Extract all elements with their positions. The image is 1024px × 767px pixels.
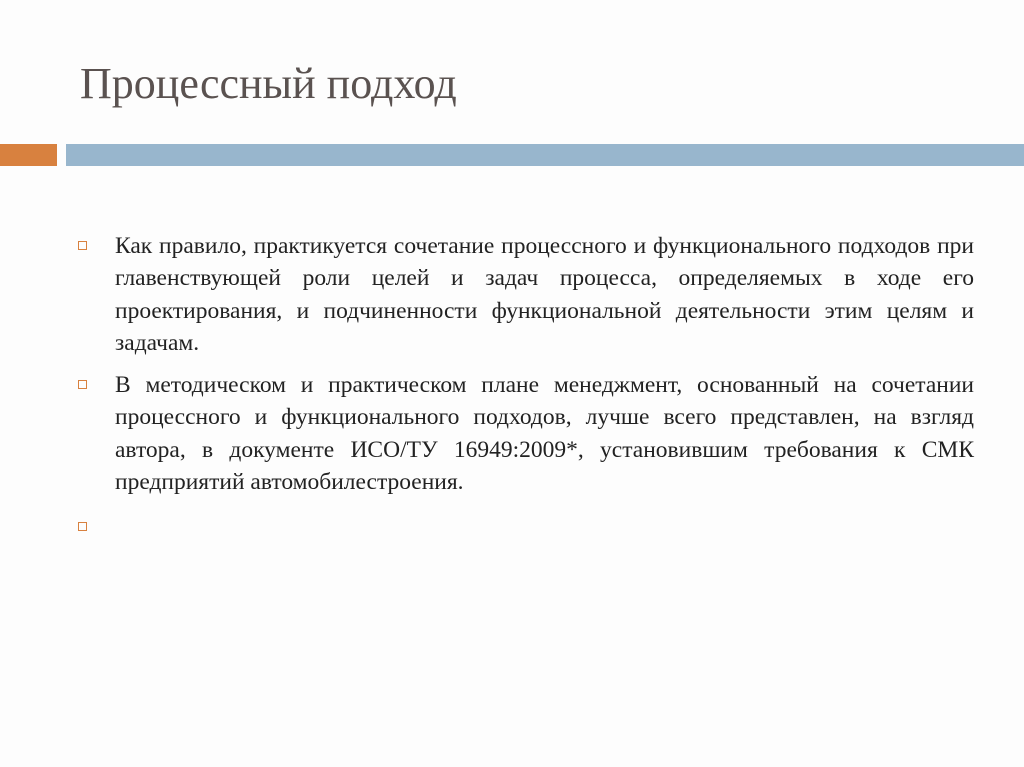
bullet-item: [78, 369, 974, 498]
bullet-item: [78, 230, 974, 359]
square-bullet-icon: [78, 241, 87, 250]
bullet-item-empty: [78, 511, 974, 543]
bullet-text: В методическом и практическом плане менеджмент, основанный на сочетании процессного и функционального подходов, лучше всего представлен, на взгляд автора, в документе ИСО/ТУ 16949:2009*, установившим требования к СМК предприятий автомобилестроения.: [115, 372, 974, 496]
square-bullet-icon: [78, 522, 87, 531]
title-accent-bar: [0, 144, 57, 166]
square-bullet-icon: [78, 380, 87, 389]
bullet-text: Как правило, практикуется сочетание процессного и функционального подходов при главенствующей роли целей и задач процесса, определяемых в ходе его проектирования, и подчиненности функциональной деятельности этим целям и задачам.: [115, 233, 974, 356]
slide-title: Процессный подход: [80, 59, 457, 108]
title-divider-bar: [66, 144, 1024, 166]
slide-body: [78, 230, 974, 553]
